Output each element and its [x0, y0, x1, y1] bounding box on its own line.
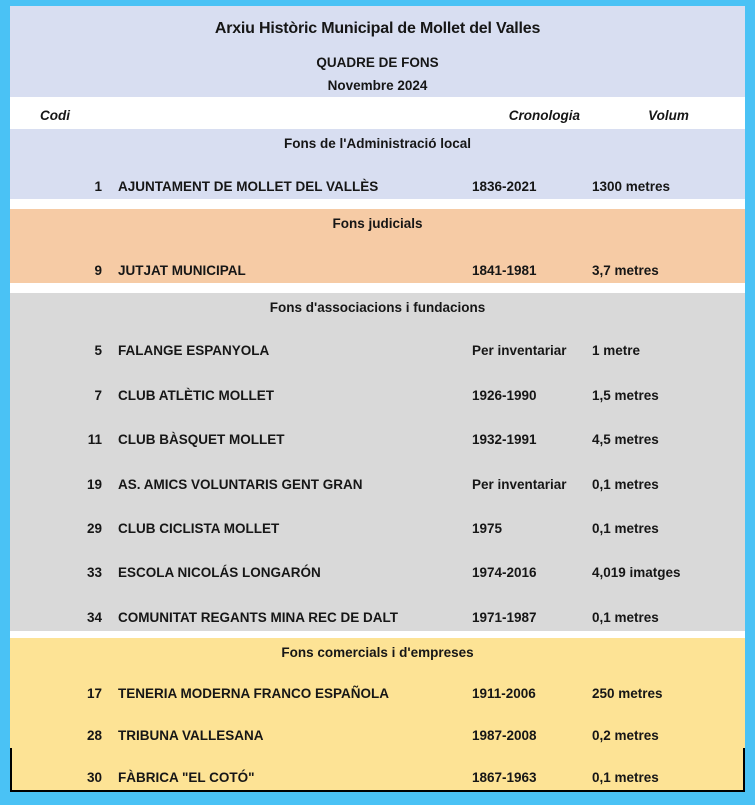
cronologia-cell: 1841-1981	[472, 263, 537, 278]
codi-cell: 11	[87, 432, 102, 448]
codi-cell: 1	[94, 179, 102, 194]
fons-sections	[10, 129, 745, 792]
cronologia-cell: 1911-2006	[472, 686, 536, 701]
sheet-header	[10, 6, 745, 97]
page-subtitle: QUADRE DE FONS	[316, 55, 439, 70]
volum-cell: 3,7 metres	[592, 263, 659, 278]
codi-cell: 33	[86, 565, 102, 581]
volum-cell: 4,5 metres	[592, 432, 659, 448]
fons-row	[10, 235, 745, 283]
section-gap	[10, 199, 745, 209]
fons-section-judicials	[10, 209, 745, 283]
volum-cell: 0,2 metres	[592, 728, 659, 743]
fons-section-administracio-local	[10, 129, 745, 199]
volum-cell: 1 metre	[592, 343, 641, 359]
codi-cell: 29	[86, 520, 102, 536]
fons-row	[10, 706, 745, 748]
nom-cell: FÀBRICA "EL COTÓ"	[118, 770, 255, 785]
codi-cell: 19	[86, 476, 102, 492]
section-title: Fons judicials	[332, 216, 423, 231]
codi-cell: 17	[86, 686, 102, 701]
nom-cell: COMUNITAT REGANTS MINA REC DE DALT	[118, 609, 398, 625]
fons-row	[10, 155, 745, 199]
page-title: Arxiu Històric Municipal de Mollet del Valles	[214, 20, 541, 37]
cronologia-cell: 1987-2008	[472, 728, 537, 743]
volum-cell: 0,1 metres	[592, 476, 659, 492]
cronologia-cell: Per inventariar	[472, 476, 567, 492]
codi-cell: 7	[94, 387, 102, 403]
nom-cell: TENERIA MODERNA FRANCO ESPAÑOLA	[118, 686, 390, 701]
cronologia-cell: 1974-2016	[472, 565, 537, 581]
nom-cell: JUTJAT MUNICIPAL	[118, 263, 246, 278]
nom-cell: AS. AMICS VOLUNTARIS GENT GRAN	[118, 476, 363, 492]
fons-row	[10, 452, 745, 496]
fons-row	[10, 585, 745, 629]
table-sheet	[10, 6, 745, 792]
fons-row	[10, 748, 745, 790]
volum-cell: 0,1 metres	[592, 520, 659, 536]
column-header-cronologia: Cronologia	[508, 107, 580, 123]
codi-cell: 30	[86, 770, 102, 785]
cronologia-cell: 1867-1963	[472, 770, 537, 785]
nom-cell: CLUB CICLISTA MOLLET	[118, 520, 280, 536]
nom-cell: CLUB ATLÈTIC MOLLET	[118, 387, 274, 403]
cronologia-cell: 1926-1990	[472, 387, 537, 403]
nom-cell: CLUB BÀSQUET MOLLET	[118, 432, 285, 448]
fons-row	[10, 541, 745, 585]
column-header-row	[10, 97, 745, 129]
nom-cell: ESCOLA NICOLÁS LONGARÓN	[118, 565, 321, 581]
codi-cell: 28	[86, 728, 102, 743]
volum-cell: 0,1 metres	[592, 609, 659, 625]
fons-row	[10, 497, 745, 541]
section-title: Fons de l'Administració local	[284, 136, 471, 151]
volum-cell: 0,1 metres	[592, 770, 659, 785]
codi-cell: 5	[94, 343, 102, 359]
column-header-volum: Volum	[648, 107, 689, 123]
fons-section-comercials-empreses	[10, 638, 745, 792]
fons-row	[10, 408, 745, 452]
cronologia-cell: 1836-2021	[472, 179, 537, 194]
codi-cell: 34	[86, 609, 102, 625]
volum-cell: 250 metres	[592, 686, 663, 701]
column-header-codi: Codi	[40, 107, 70, 123]
section-gap	[10, 283, 745, 293]
fons-row	[10, 363, 745, 407]
cronologia-cell: 1932-1991	[472, 432, 537, 448]
fons-section-associacions-fundacions	[10, 293, 745, 631]
nom-cell: TRIBUNA VALLESANA	[118, 728, 264, 743]
volum-cell: 1,5 metres	[592, 387, 659, 403]
page-date: Novembre 2024	[327, 78, 428, 93]
nom-cell: FALANGE ESPANYOLA	[118, 343, 270, 359]
fons-row	[10, 319, 745, 363]
volum-cell: 4,019 imatges	[592, 565, 681, 581]
section-title: Fons d'associacions i fundacions	[269, 300, 486, 315]
section-title: Fons comercials i d'empreses	[281, 645, 474, 660]
volum-cell: 1300 metres	[592, 179, 671, 194]
codi-cell: 9	[94, 263, 102, 278]
fons-row	[10, 664, 745, 706]
cronologia-cell: 1975	[472, 520, 503, 536]
nom-cell: AJUNTAMENT DE MOLLET DEL VALLÈS	[118, 179, 379, 194]
section-gap	[10, 631, 745, 638]
cronologia-cell: Per inventariar	[472, 343, 567, 359]
cronologia-cell: 1971-1987	[472, 609, 537, 625]
